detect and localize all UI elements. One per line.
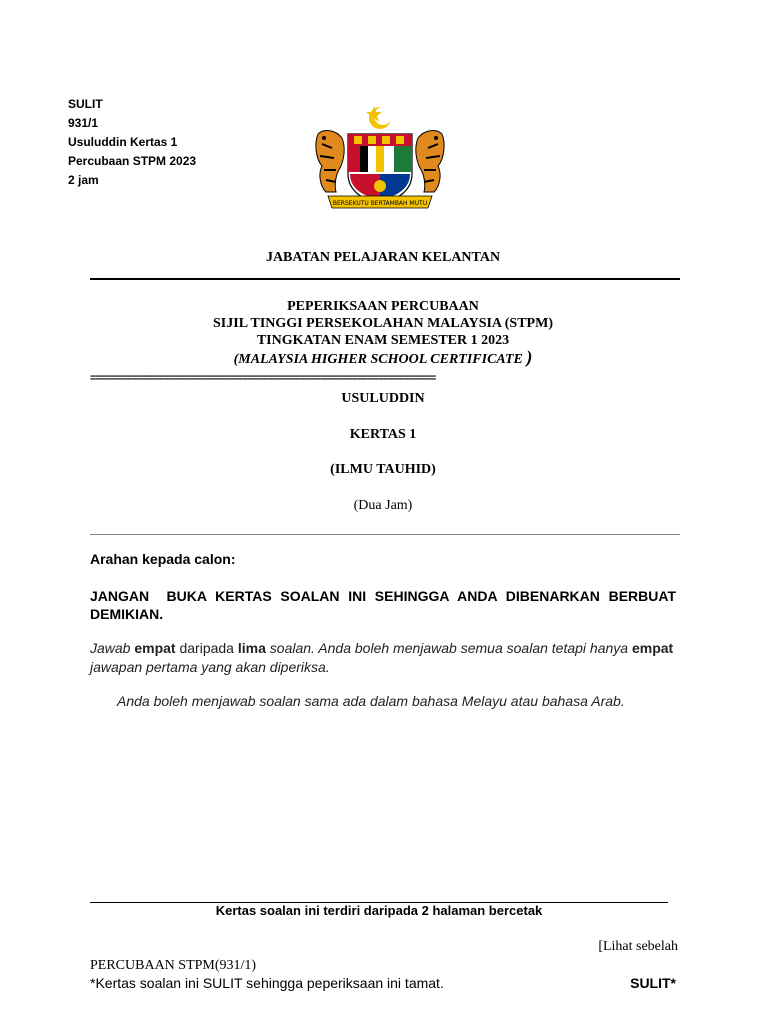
subject-paper: KERTAS 1 bbox=[349, 427, 417, 442]
footer-sulit: SULIT* bbox=[630, 975, 676, 991]
instructions-warning: JANGAN BUKA KERTAS SOALAN INI SEHINGGA ANDA DIBENARKAN BERBUAT DEMIKIAN. bbox=[90, 588, 680, 622]
footer-code: PERCUBAAN STPM(931/1) bbox=[90, 958, 257, 973]
crescent-star-icon bbox=[366, 106, 392, 129]
subject-topic: (ILMU TAUHID) bbox=[330, 462, 436, 477]
footer-pages: Kertas soalan ini terdiri daripada 2 halaman bercetak bbox=[215, 903, 543, 918]
subject-duration: (Dua Jam) bbox=[353, 498, 413, 513]
p1-f: empat bbox=[631, 640, 674, 656]
exam-line-2: SIJIL TINGGI PERSEKOLAHAN MALAYSIA (STPM) bbox=[213, 316, 553, 331]
department-rule bbox=[90, 278, 680, 280]
p1-c: daripada bbox=[175, 640, 238, 656]
p1-b: empat bbox=[134, 640, 176, 656]
header-sulit: SULIT bbox=[68, 97, 103, 111]
footer-see-next: [Lihat sebelah bbox=[598, 939, 678, 954]
p1-g: jawapan pertama yang akan diperiksa. bbox=[90, 659, 330, 675]
exam-line-3: TINGKATAN ENAM SEMESTER 1 2023 bbox=[256, 333, 510, 348]
exam-line-4-text: (MALAYSIA HIGHER SCHOOL CERTIFICATE bbox=[233, 352, 523, 367]
exam-title-block bbox=[90, 298, 676, 368]
exam-line-4 bbox=[90, 349, 676, 368]
subject-name: USULUDDIN bbox=[341, 391, 425, 406]
instructions-paragraph-1 bbox=[90, 639, 676, 677]
header-left bbox=[68, 95, 196, 190]
exam-line-1: PEPERIKSAAN PERCUBAAN bbox=[287, 299, 479, 314]
subject-rule bbox=[90, 534, 680, 535]
motto-scroll bbox=[328, 196, 432, 208]
header-duration: 2 jam bbox=[68, 173, 99, 187]
department-title: JABATAN PELAJARAN KELANTAN bbox=[265, 250, 501, 265]
equals-separator: ================================================================== bbox=[90, 372, 436, 384]
motto-text: BERSEKUTU BERTAMBAH MUTU bbox=[332, 200, 428, 207]
instructions-heading: Arahan kepada calon: bbox=[90, 551, 236, 567]
footer-confidential-note: *Kertas soalan ini SULIT sehingga peperiksaan ini tamat. bbox=[90, 975, 444, 991]
header-subject: Usuluddin Kertas 1 bbox=[68, 135, 178, 149]
left-tiger-icon bbox=[316, 131, 344, 192]
p1-e: soalan. Anda boleh menjawab semua soalan tetapi hanya bbox=[265, 640, 632, 656]
header-exam: Percubaan STPM 2023 bbox=[68, 154, 197, 168]
p1-a: Jawab bbox=[90, 640, 135, 656]
coat-of-arms-emblem bbox=[310, 104, 450, 222]
shield-icon bbox=[348, 134, 412, 204]
right-tiger-icon bbox=[416, 131, 444, 192]
instructions-paragraph-2: Anda boleh menjawab soalan sama ada dalam bahasa Melayu atau bahasa Arab. bbox=[117, 693, 625, 709]
p1-d: lima bbox=[237, 640, 266, 656]
exam-line-4-paren: ) bbox=[526, 347, 533, 367]
header-code: 931/1 bbox=[68, 116, 99, 130]
